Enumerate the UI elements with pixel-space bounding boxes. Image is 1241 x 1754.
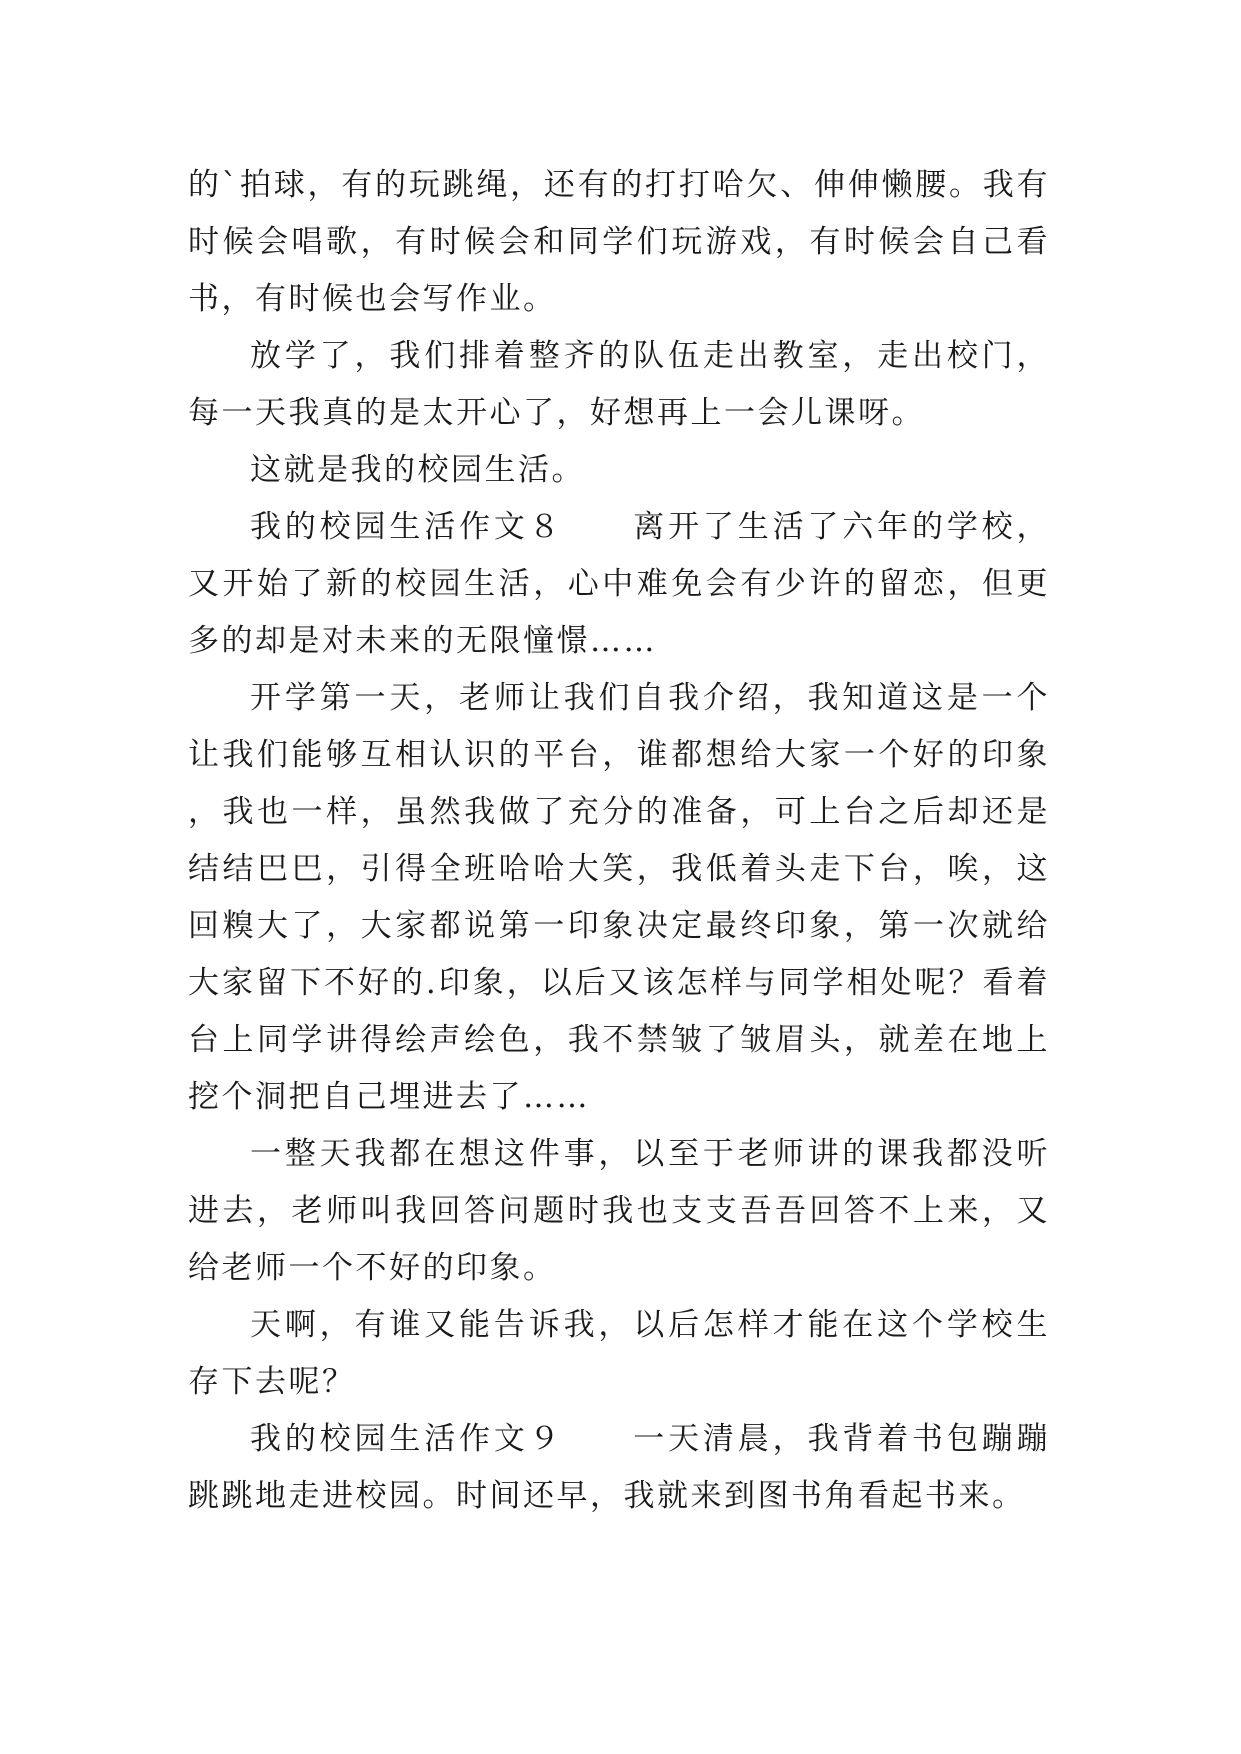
paragraph-3: 这就是我的校园生活。 bbox=[250, 452, 585, 488]
paragraph-1: 的`拍球，有的玩跳绳，还有的打打哈欠、伸伸懒腰。我有时候会唱歌，有时候会和同学们玩游戏，有时候会自己看书，有时候也会写作业。 bbox=[188, 167, 1050, 317]
essay-body bbox=[188, 157, 1050, 1525]
paragraph-8: 我的校园生活作文９ 一天清晨，我背着书包蹦蹦跳跳地走进校园。时间还早，我就来到图书角看起书来。 bbox=[188, 1421, 1050, 1514]
paragraph-5: 开学第一天，老师让我们自我介绍，我知道这是一个让我们能够互相认识的平台，谁都想给大家一个好的印象，我也一样，虽然我做了充分的准备，可上台之后却还是结结巴巴，引得全班哈哈大笑，我低着头走下台，唉，这回糗大了，大家都说第一印象决定最终印象，第一次就给大家留下不好的.印象，以后又该怎样与同学相处呢？看着台上同学讲得绘声绘色，我不禁皱了皱眉头，就差在地上挖个洞把自己埋进去了…… bbox=[188, 680, 1050, 1115]
paragraph-7: 天啊，有谁又能告诉我，以后怎样才能在这个学校生存下去呢？ bbox=[188, 1307, 1050, 1400]
paragraph-2: 放学了，我们排着整齐的队伍走出教室，走出校门，每一天我真的是太开心了，好想再上一会儿课呀。 bbox=[188, 338, 1050, 431]
paragraph-4: 我的校园生活作文８ 离开了生活了六年的学校，又开始了新的校园生活，心中难免会有少许的留恋，但更多的却是对未来的无限憧憬…… bbox=[188, 509, 1050, 659]
paragraph-6: 一整天我都在想这件事，以至于老师讲的课我都没听进去，老师叫我回答问题时我也支支吾吾回答不上来，又给老师一个不好的印象。 bbox=[188, 1136, 1050, 1286]
